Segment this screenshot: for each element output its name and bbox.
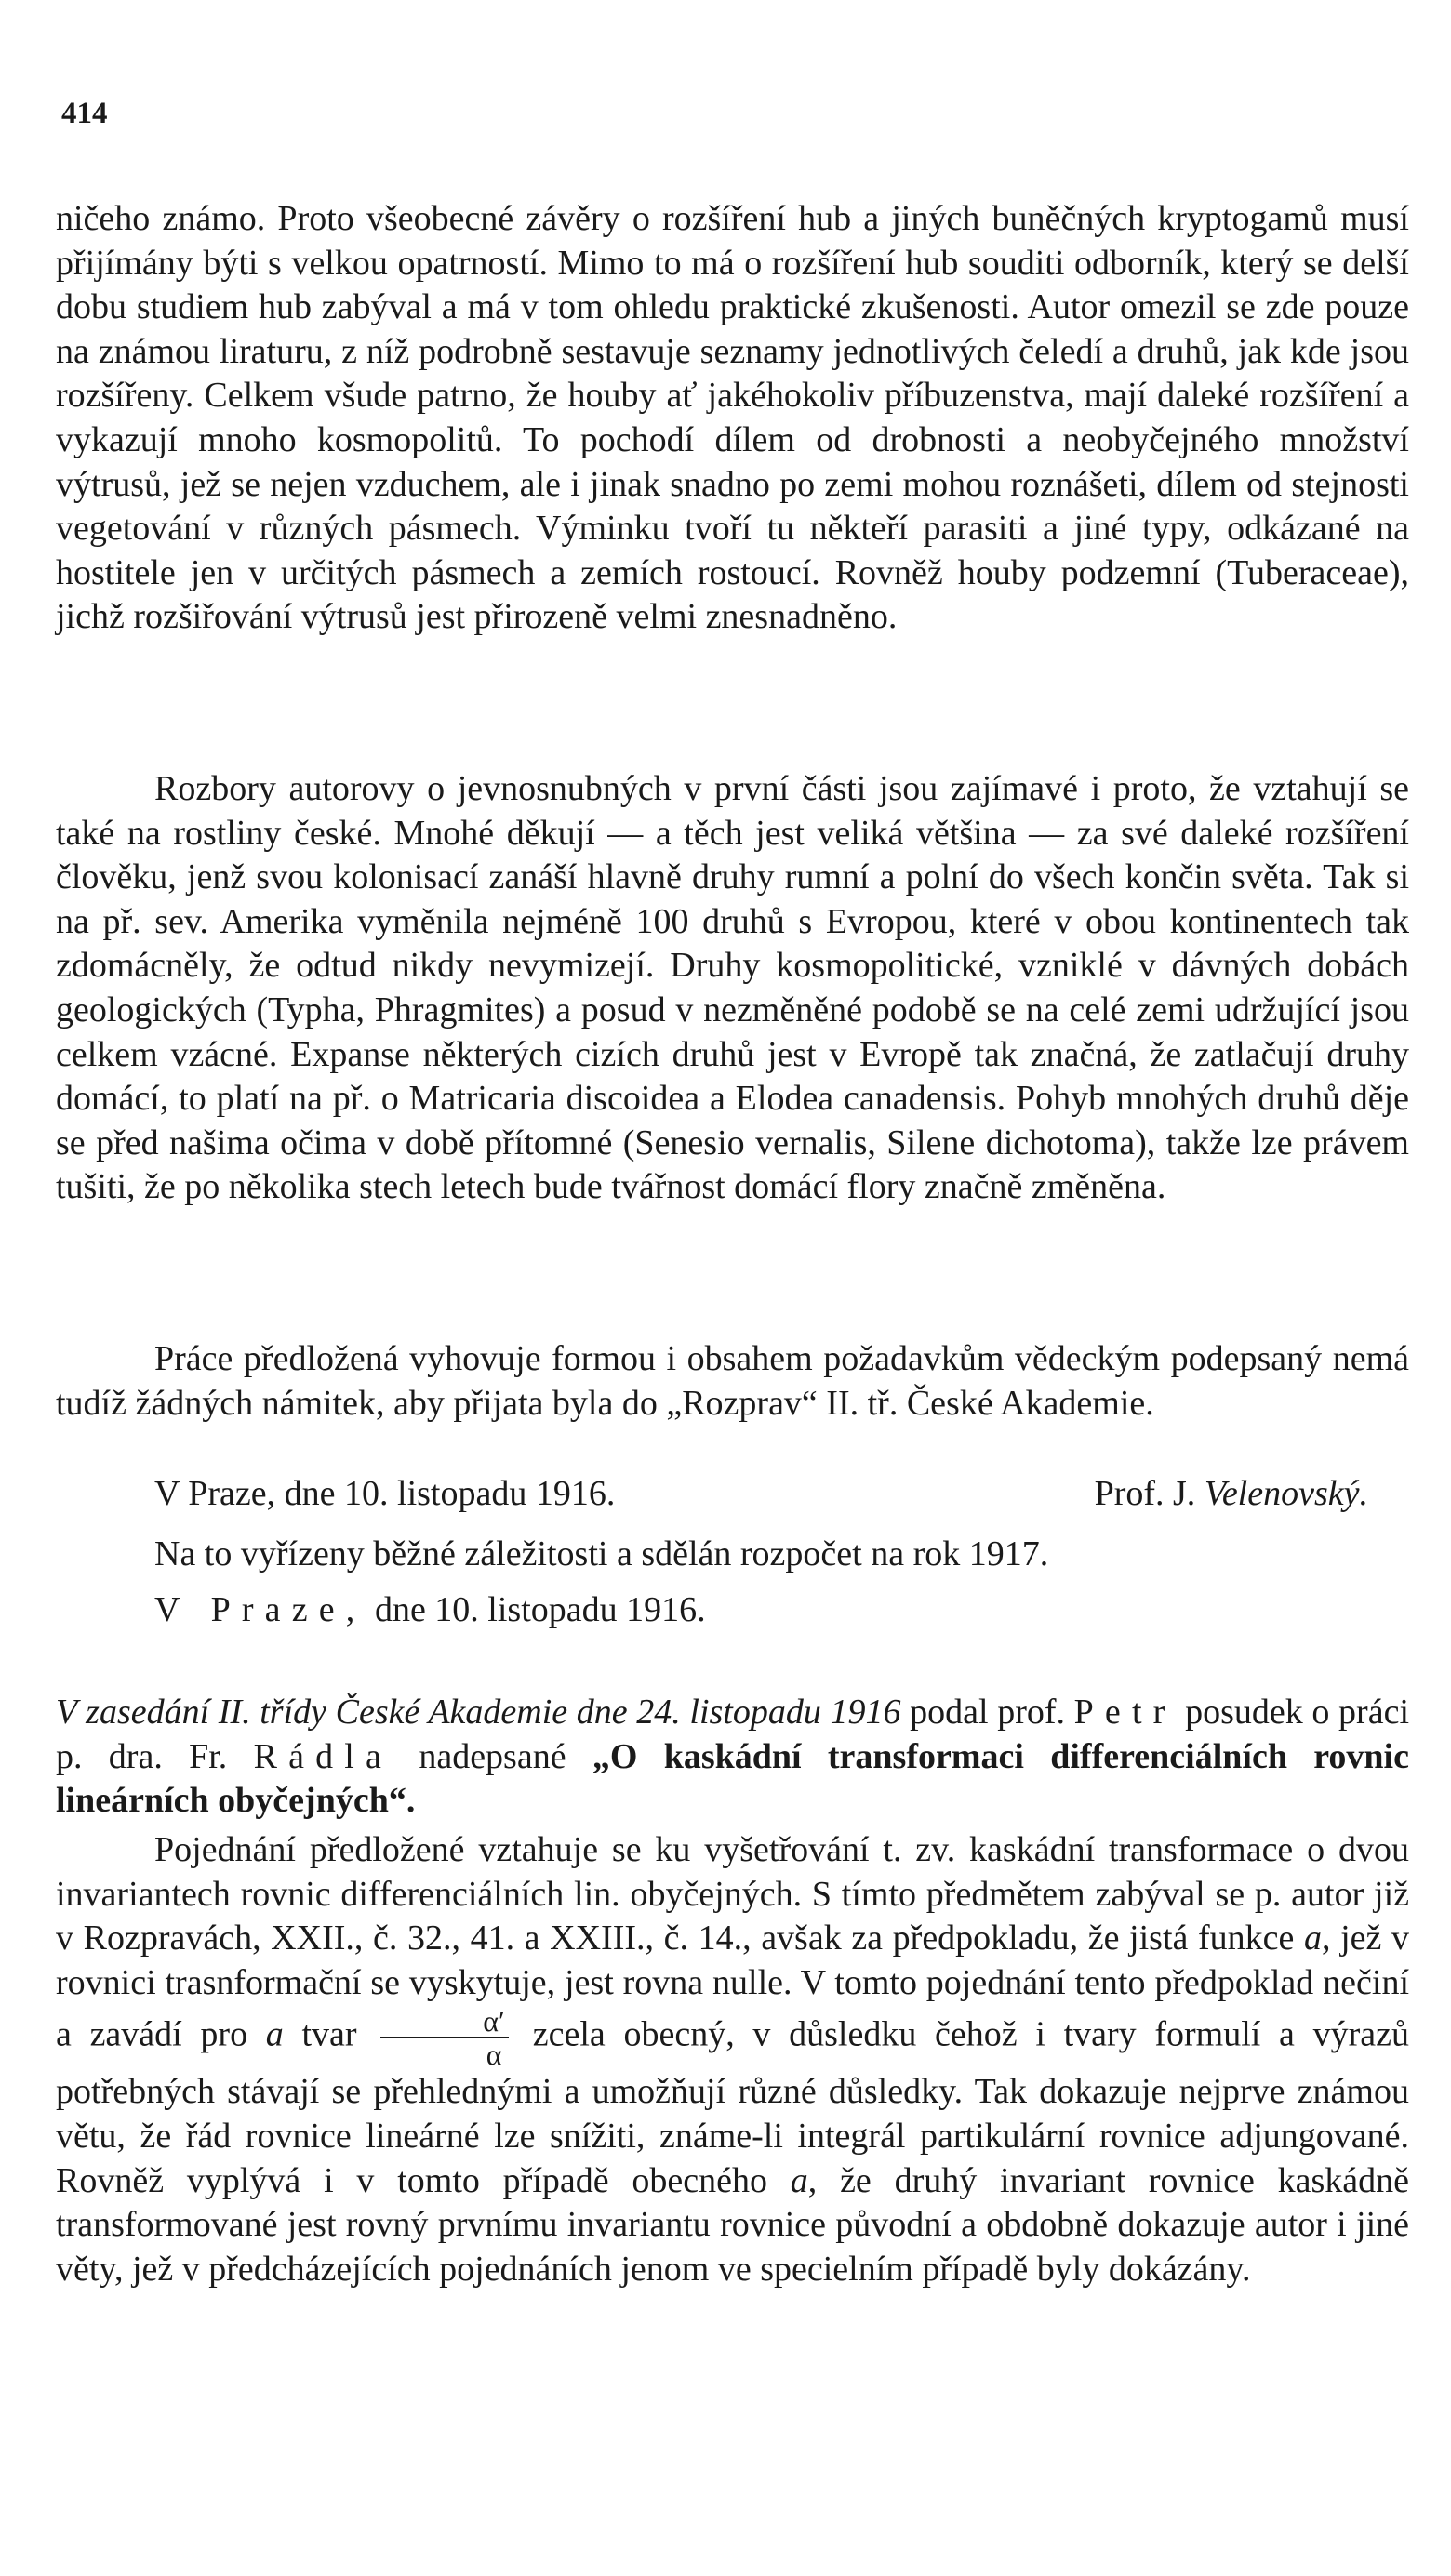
fraction-denominator: α [486,2038,502,2072]
cascade-text-e: , že druhý invariant rovnice kaskádně transformované jest rovný prvnímu invariantu rovnice původní a obdobně dokazuje autor i jiné věty, jež v předcházejících pojednáních jenom ve specielním případě byly dokázány. [56,2160,1409,2289]
session-reviewer-name: Petr [1073,1693,1177,1732]
variable-a-2: a [265,2015,284,2055]
fraction-numerator: α′ [380,2005,509,2038]
closing-date-line [154,1588,706,1632]
budget-note: Na to vyřízeny běžné záležitosti a sdělán rozpočet na rok 1917. [154,1534,1049,1573]
signature-author-prefix: Prof. J. [1094,1474,1205,1513]
cascade-text-b: , jež v rovnici trasnformační se vyskytuje, jest rovna nulle. V tomto pojednání tento předpoklad nečiní a zavádí pro [56,1919,1409,2055]
signature-author [1095,1472,1368,1516]
closing-date-rest: dne 10. listopadu 1916. [366,1590,706,1629]
session-text-3: nadepsané [393,1736,592,1776]
variable-a-3: a [790,2160,808,2200]
session-text-2: posudek o práci p. dra. Fr. [56,1693,1409,1776]
review-paragraph-3: Práce předložená vyhovuje formou i obsahem požadavkům vědeckým podepsaný nemá tudíž žádných námitek, aby přijata byla do „Rozprav“ II. tř. České Akademie. [56,1339,1409,1423]
session-heading: V zasedání II. třídy České Akademie dne 24. listopadu 1916 [56,1693,901,1732]
signature-author-name: Velenovský. [1204,1474,1368,1513]
cascade-text-d: zcela obecný, v důsledku čehož i tvary formulí a výrazů potřebných stávají se přehlednými a umožňují různé důsledky. Tak dokazuje nejprve známou větu, že řád rovnice lineárné lze snížiti, známe-li integrál partikulární rovnice adjungované. Rovněž vyplývá i v tomto případě obecného [56,2015,1410,2200]
variable-a-1: a [1303,1919,1322,1959]
session-paragraph [56,1691,1409,1824]
session-work-title: „O kaskádní transformaci differenciálních rovnic lineárních obyčejných“. [56,1736,1409,1821]
review-paragraph-2: Rozbory autorovy o jevnosnubných v první části jsou zajímavé i proto, že vztahují se také na rostliny české. Mnohé děkují — a těch jest veliká většina — za své daleké rozšíření člověku, jenž svou kolonisací zanáší hlavně druhy rumní a polní do všech končin světa. Tak si na př. sev. Amerika vyměnila nejméně 100 druhů s Evropou, které v obou kontinentech tak zdomácněly, že odtud nikdy nevymizejí. Druhy kosmopolitické, vzniklé v dávných dobách geologických (Typha, Phragmites) a posud v nezměněné podobě se na celé zemi udržující jsou celkem vzácné. Expanse některých cizích druhů jest v Evropě tak značná, že zatlačují druhy domácí, to platí na př. o Matricaria discoidea a Elodea canadensis. Pohyb mnohých druhů děje se před našima očima v době přítomné (Senesio vernalis, Silene dichotoma), takže lze právem tušiti, že po několika stech letech bude tvářnost domácí flory značně změněna. [56,769,1409,1207]
closing-date-place: V Praze, [154,1590,366,1629]
session-author-name: Rádla [253,1736,393,1776]
fraction-alpha [380,2005,509,2070]
review-paragraph-1: ničeho známo. Proto všeobecné závěry o rozšíření hub a jiných buněčných kryptogamů musí přijímány býti s velkou opatrností. Mimo to má o rozšíření hub souditi odborník, který se delší dobu studiem hub zabýval a má v tom ohledu praktické zkušenosti. Autor omezil se zde pouze na známou liraturu, z níž podrobně sestavuje seznamy jednotlivých čeledí a druhů, jak kde jsou rozšířeny. Celkem všude patrno, že houby ať jakéhokoliv příbuzenstva, mají daleké rozšíření a vykazují mnoho kosmopolitů. To pochodí dílem od drobnosti a neobyčejného množství výtrusů, jež se nejen vzduchem, ale i jinak snadno po zemi mohou roznášeti, dílem od stejnosti vegetování v různých pásmech. Výminku tvoří tu někteří parasiti a jiné typy, odkázané na hostitele jen v určitých pásmech a zemích rostoucí. Rovněž houby podzemní (Tuberaceae), jichž rozšiřování výtrusů jest přirozeně velmi znesnadněno. [56,199,1409,637]
cascade-text-c: tvar [283,2015,376,2055]
signature-place-date: V Praze, dne 10. listopadu 1916. [154,1474,616,1513]
signature-row [154,1472,1410,1516]
page-number: 414 [61,97,108,130]
cascade-text-a: Pojednání předložené vztahuje se ku vyšetřování t. zv. kaskádní transformace o dvou invariantech rovnic differenciálních lin. obyčejných. S tímto předmětem zabýval se p. autor již v Rozpravách, XXII., č. 32., 41. a XXIII., č. 14., avšak za předpokladu, že jistá funkce [56,1830,1409,1959]
session-text-1: podal prof. [900,1693,1074,1732]
cascade-review-paragraph [56,1828,1409,2291]
